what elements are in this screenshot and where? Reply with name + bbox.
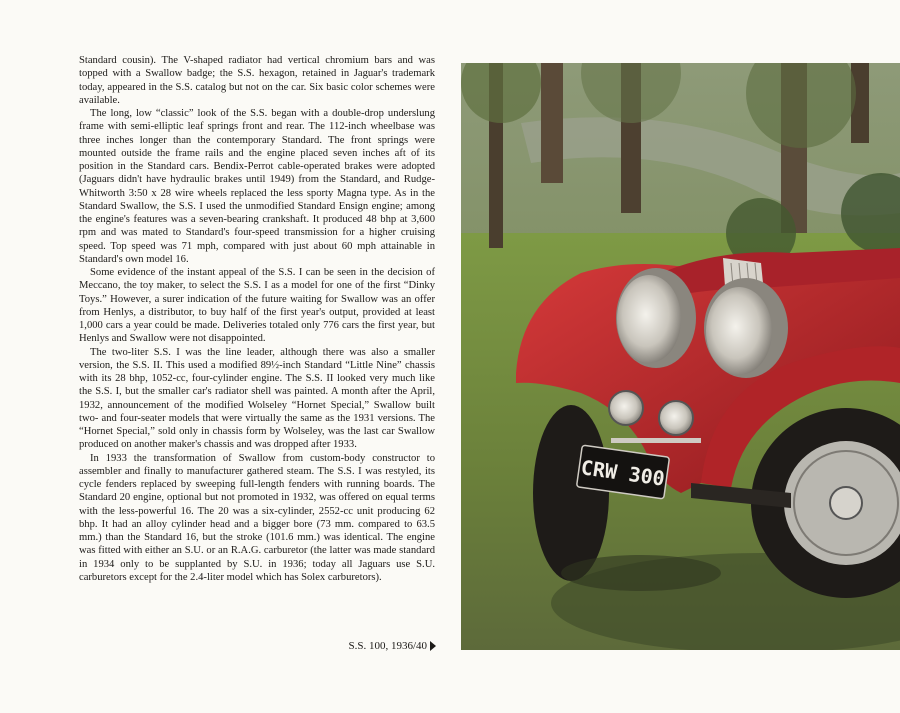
article-text	[79, 54, 435, 584]
paragraph: The long, low “classic” look of the S.S. began with a double-drop underslung frame with semi-elliptic leaf springs front and rear. The 112-inch wheelbase was three inches longer than the contemporary Standard. The front springs were mounted outside the frame rails and the engine placed seven inches aft of its position in the Standard cars. Bendix-Perrot cable-operated brakes were adopted (Jaguars didn't have hydraulic brakes until 1949) from the Standard, and Rudge-Whitworth 3:50 x 28 wire wheels replaced the less sporty Magna type. As in the Standard Swallow, the S.S. I used the unmodified Standard Ensign engine; among the engine's features was a seven-bearing crankshaft. It produced 48 bhp at 3,600 rpm and was mated to Standard's four-speed transmission for a higher cruising speed. Top speed was 71 mph, compared with just about 60 mph attainable in Standard's own model 16.	[79, 108, 435, 265]
number-plate-text: CRW 300	[579, 455, 667, 491]
paragraph: The two-liter S.S. I was the line leader, although there was also a smaller version, the S.S. II. This used a modified 89½-inch Standard “Little Nine” chassis with its 28 bhp, 1052-cc, four-cylinder engine. The S.S. II looked very much like the S.S. I, but the smaller car's radiator shell was painted. A month after the April, 1932, announcement of the modified Wolseley “Hornet Special,” Swallow built two- and four-seater models that were virtually the same as the 1931 versions. The “Hornet Special,” sold only in chassis form by Wolseley, was the last car Swallow produced on another maker's chassis and was dropped after 1933.	[79, 346, 435, 451]
caption-text: S.S. 100, 1936/40	[348, 640, 427, 652]
paragraph: Standard cousin). The V-shaped radiator had vertical chromium bars and was topped with a Swallow badge; the S.S. hexagon, retained in Jaguar's trademark today, appeared in the S.S. catalog but not on the car. Six basic color schemes were available.	[79, 55, 435, 106]
paragraph: Some evidence of the instant appeal of the S.S. I can be seen in the decision of Meccano, the toy maker, to select the S.S. I as a model for one of the first “Dinky Toys.” However, a surer indication of the future waiting for Swallow was an offer from Henlys, a distributor, to buy half of the first year's output, provided at least 1,000 cars a year could be made. Deliveries totaled only 776 cars the first year, but Henlys and Swallow were not disappointed.	[79, 267, 435, 345]
car-photo	[461, 63, 900, 650]
photo-caption	[300, 640, 436, 652]
car-illustration	[461, 63, 900, 650]
paragraph: In 1933 the transformation of Swallow from custom-body constructor to assembler and finally to manufacturer gathered steam. The S.S. I was restyled, its cycle fenders replaced by sweeping full-length fenders with running boards. The Standard 20 engine, optional but not promoted in 1932, was offered on equal terms with the less-powerful 16. The 20 was a six-cylinder, 2552-cc unit producing 62 bhp. It had an alloy cylinder head and a bigger bore (73 mm. compared to 63.5 mm.) than the Standard 16, but the stroke (101.6 mm.) was identical. The engine was fitted with either an S.U. or an R.A.G. carburetor (the latter was made standard in 1934 only to be supplanted by S.U. in 1936; today all Jaguars use S.U. carburetors except for the 2.4-liter model which has Solex carburetors).	[79, 452, 435, 583]
triangle-right-icon	[430, 641, 436, 651]
